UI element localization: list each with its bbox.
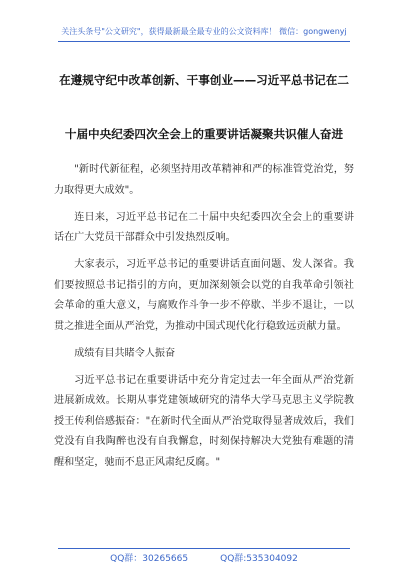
paragraph-response: 大家表示，习近平总书记的重要讲话直面问题、发人深省。我们要按照总书记指引的方向，更加深刻领会以党的自我革命引领社会革命的重大意义，与腐败作斗争一步不停歇、半步不退让，一以贯之推进全面从严治党，为推动中国式现代化行稳致远贡献力量。 xyxy=(54,259,354,332)
header-divider xyxy=(58,41,350,42)
footer-qq-group-1: QQ群：30265665 xyxy=(110,554,189,564)
footer-contact xyxy=(0,551,408,564)
footer-qq-group-2: QQ群:535304092 xyxy=(220,554,298,564)
document-title-line-2: 十届中央纪委四次全会上的重要讲话凝聚共识催人奋进 xyxy=(64,127,344,141)
document-body xyxy=(54,160,354,480)
footer-divider xyxy=(58,548,350,549)
section-subheading: 成绩有目共睹令人振奋 xyxy=(74,347,176,359)
paragraph-quote: "新时代新征程，必须坚持用改革精神和严的标准管党治党，努力取得更大成效"。 xyxy=(54,164,354,196)
paragraph-intro: 连日来，习近平总书记在二十届中央纪委四次全会上的重要讲话在广大党员干部群众中引发热烈反响。 xyxy=(54,211,354,244)
paragraph-achievements: 习近平总书记在重要讲话中充分肯定过去一年全面从严治党新进展新成效。长期从事党建领域研究的清华大学马克思主义学院教授王传利倍感振奋："在新时代全面从严治党取得显著成效后，我们党没有自我陶醉也没有自我懈怠，时刻保持解决大党独有难题的清醒和坚定，驰而不息正风肃纪反腐。" xyxy=(54,374,354,468)
header-banner: 关注头条号"公文研究"，获得最新最全最专业的公文资料库！ 微信：gongwenyj xyxy=(61,27,347,36)
document-title-line-1: 在遵规守纪中改革创新、干事创业——习近平总书记在二 xyxy=(59,73,349,87)
